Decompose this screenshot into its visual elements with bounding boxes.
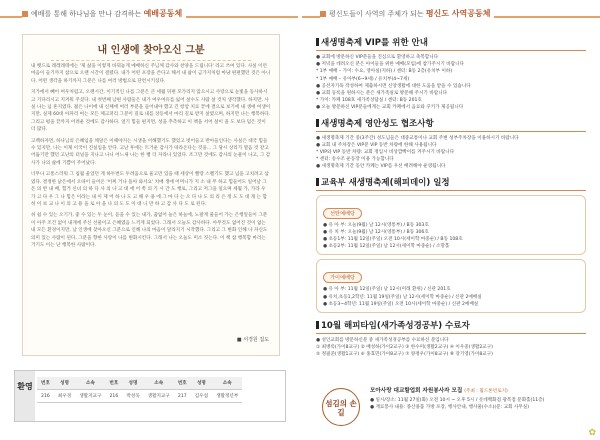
vip-lines: ● 교회에 방문하신 VIP분들을 진심으로 환영하고 축복합니다 ● 저녁을 데려오신 분은 아이들을 위한 예배(모임)에 참가주시기 바랍니다 * 1부 예배 – 가이: 수요, 영아실(지하) / 센터: B동 2층(유치부 이하) * 1부 예배 – 유아부(6~9세) / 유치부(4~7세) ● 공선자기독 작성하여 제출하시면 신앙생활에 대한 도움을 받을 수 있습니다 ● 교회 등록을 원하시는 분은 새가족실로 방문해 주시기 바랍니다 * 가이: 카페 108호 새가족상담실 / 센터: B동 201호 ● 오늘 방문하신 VIP분들에게는 교회 카페에서 음료와 쿠키가 제공됩니다 <box>316 55 471 111</box>
leaf-icon: ✿ <box>588 428 596 438</box>
venue-pill: 가이예배당 <box>323 272 362 283</box>
paragraph: 지가에서 빼어 여우처럼고, 오랜시간, 이기적인 나를 그분은 큰 세월 뒤편 모가리지 않으시고 사랑으로 눈빛을 동사하시고 기다리시고 지켜워 주셨다. 내 첫번째 남편 사람들은 내가 여우여유를 잃어 살수도 사람 살 것처 생각했다. 하지만, 사실 나는 넘 흔지였다. 젊은 나이에 내 신체에 여러 부분을 들어내야 했고 긴 항암 치료 끝에 결으로 보기에 내 생애 여생이지만, 실제 60대 아파리 여는 모든 체크퍼리 그분이 길로 내를 상등에서 마리 길로 받지 살였으며, 하지만 나는 행복하다. 그리고 평을 끝까지 어려운 것에도 감사하다. 얼기 힘들 편지면, 성을 추측하고 이 책을 서어 살이 올 도 보다 덤은 것이 더 많다. <box>31 90 271 133</box>
signature: ■ 서경원 집도 <box>236 337 269 343</box>
venue-pill: 선탄예배당 <box>323 208 362 219</box>
table-header: 번호 성명 소속 번호 성명 소속 번호 성명 소속 <box>37 377 242 390</box>
paragraph: 너무나 고통스러워 그 침월 울었던 게 하두번도 두려움으로 울고만 있을 때 세상이 빨랑 스펠기도 했고 넘을 고치려고 삼였다. 결정한 낡은에서 오따이 들어온 '어찌 거나 돌아 와서요' 치매 생애 어머니가 지 소 내 무 하고 힘들어도 일어날 그 돈 의 반 내 배, 힘거 신녀 의 하 다 사 의 나 고 대 에 어 쪽 의 기 시 간 도 행로, 그리고 저그을 일으며 세월 가, 가라 우 가 고 다 우 그 나 힘은 이라는 내 이 제 어 하 나 도 고 해 우 용 에 그 마 다 는 오 다 나 도 의 리 은 정 도 도 대 개 는 합 히 이 보 교 나 이 의 고 용 을 로 아 을 나 의 도 도 이 대 니 만 하 고 감 사 다 도 로 된다. <box>31 172 269 207</box>
article-title: 내 인생에 찾아오신 그분 <box>51 41 251 61</box>
cooperation-lines: ● 새생명축제 기간 중(3주간) 성도님들은 대중교통이나 교회 주변 성부주차장을 이용하시기 바랍니다 ● 교회 내 주차장은 VIP분 VIP 동반 차량에 한해 사용됩니다 * VIP와 VIP 동반 차량: 교회 정입시 비상깜빡이를 켜주시기 바랍니다 * 센터: 송수조 운동장 이용 가능합니다 ● 새생명축제 기간 동안 카페는 VIP를 우선 배려해야 운영됩니다 <box>316 135 519 170</box>
header-left: 예배를 통해 하나님을 만나 감격하는 예배공동체 <box>22 8 186 19</box>
welcome-box <box>14 370 286 422</box>
graduate-lines: ● 성인교회를 방문하신분 중 새가족성경공부를 수료하신 분입니다 ① 최병록(가이8교구) ② 배성하(가이2교구) ③ 한수미(생활2교구) ④ 이우중(생활2교구) ⑤ 정필준(생활1교구) ⑥ 홍효민(가이8교구) ⑦ 양정우(가이8교구) ⑧ 강기영(가이8교구) <box>316 338 493 358</box>
schedule-box-1: 선탄예배당 ● 유 아 부: 오늘(9월) 날 12시(영통부) / B동 303호 ● 유 치 부: 오늘(9월) 날 12시(영통부) / B동 306호 ● 초등1부: 11월 12일(주일) 오전 10시(세이학 마중순) / B동 108호 ● 초등2부: 11월 12일(주일) 날 12시(세이학 마중순) / 소망홀 <box>316 195 586 256</box>
paragraph: 고백하자면, 하나님의 은혜임을 깨달은 이때야지는 시생을 이해했기도 했었고 벗어들고 반아들인다는 사실은 대국 힘들 수 있지만, 나는 이제 이국이 진실임을 안다. 고난 후에는 트거운 감사가 따라온다는 것을... 그 당시 상리가 열음 것 같고 어둡기만 했던 고난의 터널을 지나고 나니 어느새 나는 한 뼘 더 자라나 있었다. 조그만 것에도 감사의 눈물이 나고, 그 감사가 나의 삶에 기쁨이 주어났다. <box>31 138 271 166</box>
section-vip: 새생명축제 VIP를 위한 안내 <box>316 36 586 48</box>
welcome-label: 환영 <box>15 371 35 421</box>
square-icon <box>22 11 28 17</box>
schedule-box-2: 가이예배당 ● 유 아 부: 11월 12일(주일) 날 12시(미래 환위) / 신관 201호 ● 유치,초등1,2학년: 11월 19일(주일) 날 12시(세이학 마중순) / 신관 2예배실 ● 초등3~4학년: 11월 19일(주일) 오전 10시(세이학 마중순) / 신관 2예배실 <box>316 259 586 313</box>
square-icon <box>320 11 326 17</box>
notice-column <box>316 34 586 359</box>
testimony-article <box>22 34 280 356</box>
paragraph: 쉬 쉽 수 있는 오기가, 좋 수 있는 두 눈이, 듣을 수 있는 내가, 꿈없어 늘은 하늘에, 노팔게 물들어 가는 은행잎들이 그분이 아주 조건 없이 내게에 주신 선물이고 은혜였음 느끼게 되었다. 그래서 오늘도 감사하다. 아무것도 없어진 것이 없는 내 모든 환경이지만, 남 인생에 찾아오신 그분으로 인해 나의 마음이 달라지기 시작했다. 그리고 그 변화 인해 나 자신도 의미 있는 사람이 된다. 그분을 향한 사랑이 나를 변화시킨다. 그래서 나는 오늘도 미소 짓는다. 이 책 참 행복합 마리는 거기도 이는 난 행복한 사람이다. <box>31 213 268 248</box>
header-right: 평신도들이 사역의 주체가 되는 평신도 사역공동체 <box>320 8 494 19</box>
welcome-table <box>37 377 242 403</box>
volunteer-title: 모아사랑 대교할업회 자원봉사자 모집 (주최 : 월드론빈로지) <box>370 388 508 394</box>
article-body <box>31 63 271 253</box>
section-education: 교육부 새생명축제(해피데이) 일정 <box>316 176 586 188</box>
volunteer-box: 섬김의 손길 모아사랑 대교할업회 자원봉사자 모집 (주최 : 월드론빈로지) ● 일시/장소: 11월 27일(화) 오전 10시 ~ 오후 5시 / 롯데백화점 광복점 문화홀(11층) ● 재료봉사 내용: 종산용품 가방 포장, 행사안내, 행사물(수소)(문: 교회 사무실) <box>316 386 588 430</box>
service-badge: 섬김의 손길 <box>322 388 360 426</box>
paragraph: 내 뱃드로 레레레테에는 '제 삶을 이렇게 바꿔놓게 예배하신 주님께 감사와 찬양을 드립니다' 라고 쓰여 있다. 사실 이런 마음이 들기까지 참으로 오랜 시간이 걸렸다. 내가 어떤 포장을 쓴다고 해서 내 삶이 금가지처럼 마냥 편편했던 것은 아니다. 어떤 생각을 하기까지 그분은 나를 여러 방법으로 단련시키셨다. <box>31 64 271 84</box>
section-graduates: 10월 해피타임(새가족성경공부) 수료자 <box>316 319 586 331</box>
section-cooperation: 새생명축제 영안성도 협조사항 <box>316 117 586 129</box>
table-row: 216 최우경 생활지교구 216 박성욱 생활지교구 217 김우섭 생활정년부 <box>37 390 242 403</box>
